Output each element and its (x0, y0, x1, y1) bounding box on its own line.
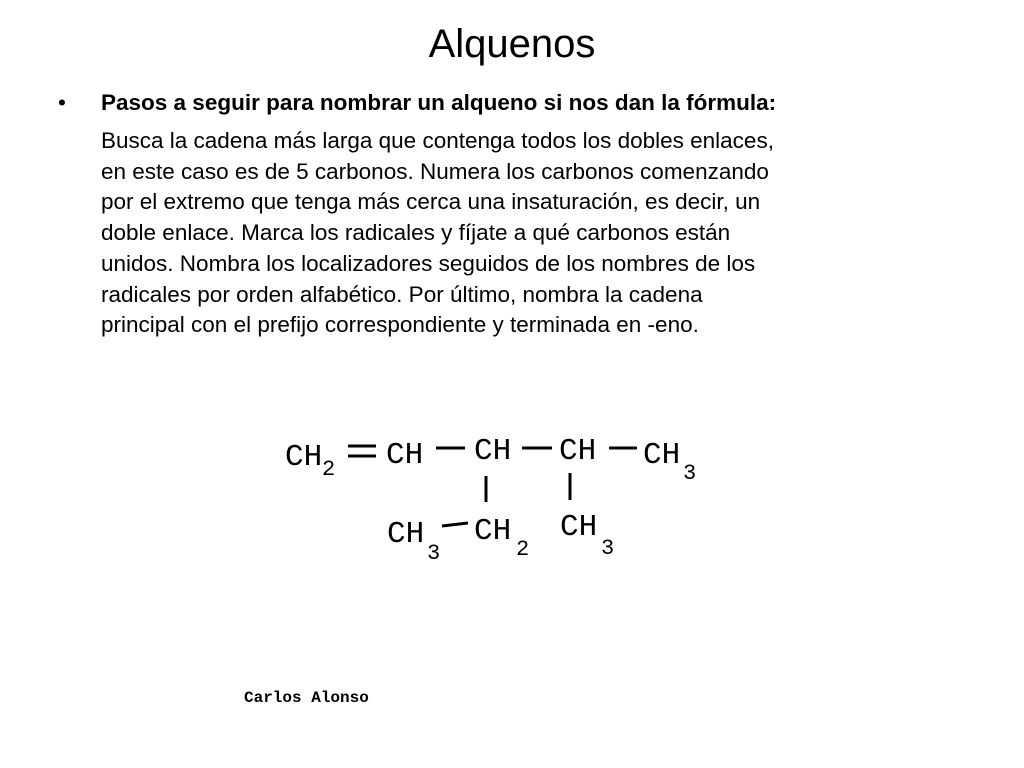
bullet-heading: Pasos a seguir para nombrar un alqueno si nos dan la fórmula: (101, 90, 777, 115)
main-chain (285, 434, 696, 486)
carbon-4-group: CH (559, 434, 597, 469)
instructions-paragraph (101, 126, 951, 341)
author-signature: Carlos Alonso (244, 689, 369, 707)
paragraph-line: radicales por orden alfabético. Por último, nombra la cadena (101, 281, 703, 307)
ethyl-bond (442, 523, 468, 526)
carbon-5-group: CH (643, 438, 681, 473)
slide-title: Alquenos (428, 22, 596, 66)
carbon-3-group: CH (474, 434, 512, 469)
ethyl-ch2-group: CH (474, 514, 512, 549)
carbon-1-subscript: 2 (322, 457, 336, 482)
ethyl-ch3-subscript: 3 (427, 541, 441, 566)
structural-formula (270, 410, 730, 570)
ethyl-branch (387, 514, 529, 566)
paragraph-line: por el extremo que tenga más cerca una insaturación, es decir, un (101, 189, 761, 215)
ethyl-ch2-subscript: 2 (516, 537, 530, 562)
bullet-symbol: • (58, 90, 66, 115)
paragraph-line: Busca la cadena más larga que contenga todos los dobles enlaces, (101, 128, 774, 153)
carbon-5-subscript: 3 (683, 461, 697, 486)
paragraph-line: unidos. Nombra los localizadores seguidos de los nombres de los (101, 250, 756, 276)
paragraph-line: en este caso es de 5 carbonos. Numera los carbonos comenzando (101, 158, 769, 184)
carbon-2-group: CH (386, 438, 424, 473)
carbon-1-group: CH (285, 440, 323, 475)
methyl-subscript: 3 (601, 536, 615, 561)
methyl-group: CH (560, 510, 598, 545)
paragraph-line: doble enlace. Marca los radicales y fíjate a qué carbonos están (101, 220, 731, 246)
double-bond (348, 446, 376, 456)
ethyl-ch3-group: CH (387, 517, 425, 552)
methyl-branch (560, 510, 614, 561)
paragraph-line: principal con el prefijo correspondiente y terminada en -eno. (101, 312, 699, 338)
